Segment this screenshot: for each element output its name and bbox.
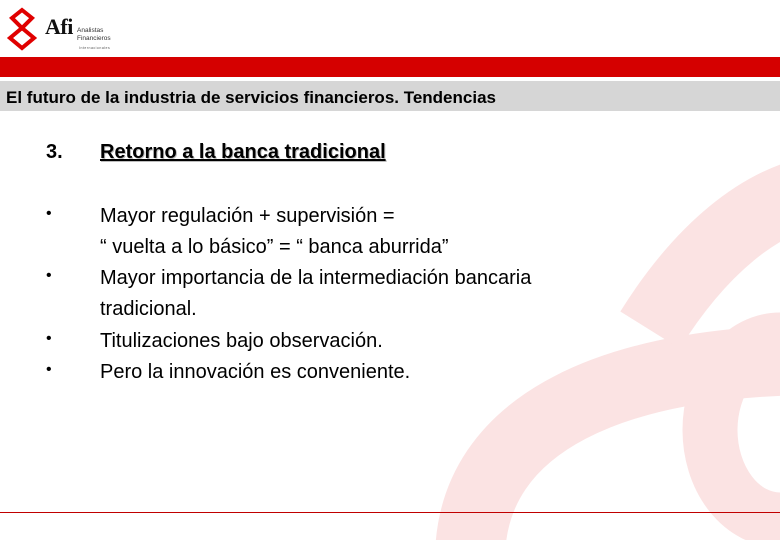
afi-logo-icon [4, 6, 40, 52]
bullet-text-line: Mayor importancia de la intermediación bancaria [100, 267, 532, 289]
section-number: 3. [46, 141, 63, 163]
logo-subtitle-line1: Analistas [77, 27, 104, 34]
bullet-text-line: “ vuelta a lo básico” = “ banca aburrida” [100, 236, 449, 258]
header-red-band [0, 57, 780, 77]
bullet-3: • [46, 330, 52, 347]
bullet-text-line: Mayor regulación + supervisión = [100, 205, 395, 227]
section-heading: Retorno a la banca tradicional [100, 141, 386, 163]
logo-subtitle-line2: Financieros [77, 35, 111, 42]
bullet-text-line: tradicional. [100, 298, 197, 320]
bullet-4: • [46, 361, 52, 378]
bullet-1: • [46, 205, 52, 222]
logo-wordmark: Afi [45, 14, 73, 39]
page-title: El futuro de la industria de servicios financieros. Tendencias [6, 88, 496, 107]
logo-tagline: Internacionales [79, 46, 111, 50]
bullet-text-line: Titulizaciones bajo observación. [100, 330, 383, 352]
logo-subtitle [77, 27, 111, 43]
bullet-text-line: Pero la innovación es conveniente. [100, 361, 411, 383]
footer-divider [0, 512, 780, 513]
bullet-2: • [46, 267, 52, 284]
